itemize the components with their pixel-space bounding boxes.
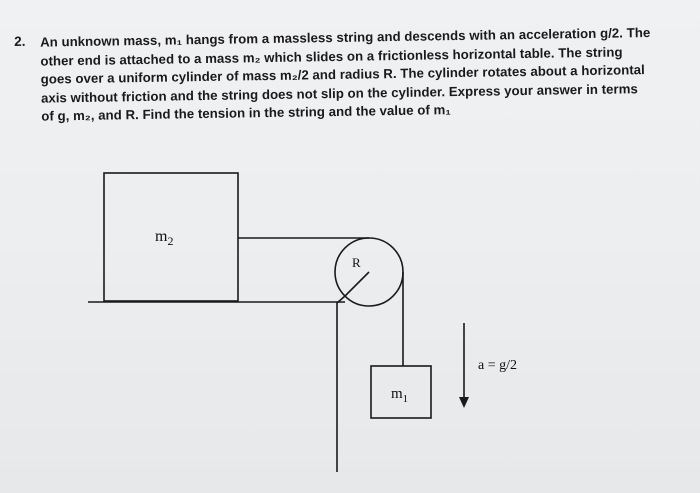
cylinder-radius-label: R <box>352 255 361 270</box>
cylinder-radius <box>345 272 369 296</box>
acceleration-arrowhead <box>459 397 469 408</box>
problem-number: 2. <box>14 33 26 49</box>
block-m2-label: $m_2$ <box>155 228 174 248</box>
problem-line-2: other end is attached to a mass m₂ which slides on a frictionless horizontal table. The string <box>40 43 623 69</box>
problem-line-5: of g, m₂, and R. Find the tension in the string and the value of m₁ <box>41 102 451 124</box>
problem-line-3: goes over a uniform cylinder of mass m₂/2 and radius R. The cylinder rotates about a horizontal <box>40 62 645 87</box>
problem-line-4: axis without friction and the string does not slip on the cylinder. Express your answer in terms <box>40 80 638 106</box>
acceleration-label: a = g/2 <box>478 358 517 373</box>
block-m1-label: $m_1$ <box>391 386 409 405</box>
problem-line-1: An unknown mass, m₁ hangs from a massless string and descends with an acceleration g/2. The <box>40 25 651 50</box>
